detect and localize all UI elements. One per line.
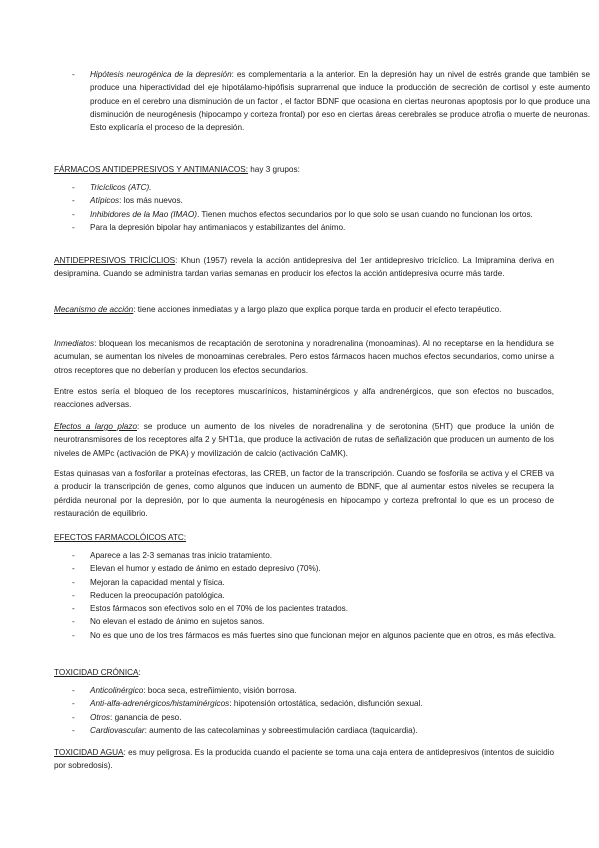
list-item: - Mejoran la capacidad mental y física. bbox=[72, 577, 225, 587]
inmediatos-paragraph: Inmediatos: bloquean los mecanismos de recaptación de serotonina y noradrenalina (monoaminas). Al no receptarse en la hendidura se acumulan, se aumentan los niveles de monoaminas cerebrales. Pero estos fármacos hacen muchos efectos secundarios, como unirse a otros receptores que no deberían y producen los efectos secundarios. bbox=[54, 339, 554, 375]
section-heading: TOXICIDAD AGUA bbox=[54, 748, 124, 757]
section-heading: FÁRMACOS ANTIDEPRESIVOS Y ANTIMANIACOS: bbox=[54, 165, 248, 174]
section-heading: EFECTOS FARMACOLÓICOS ATC: bbox=[54, 533, 187, 542]
hipotesis-text: : es complementaria a la anterior. En la depresión hay un nivel de estrés grande que también se produce una hiperactividad del eje hipotálamo-hipófisis suprarrenal que induce la producción de secreción de cortisol y este aumento produce en el cerebro una disminución de un factor , el factor BDNF que ocasiona en ciertas neuronas apoptosis por lo que produce una disminución de neurogénesis (hipocampo y corteza frontal) por eso en ciertas áreas cerebrales se produce atrofia o muerte de neuronas. Esto explicaría el proceso de la depresión. bbox=[90, 70, 590, 133]
list-item: - Aparece a las 2-3 semanas tras inicio tratamiento. bbox=[72, 551, 273, 560]
bullet-dash: - bbox=[72, 70, 75, 79]
list-item bbox=[72, 68, 590, 134]
list-item: - Para la depresión bipolar hay antimaniacos y estabilizantes del ánimo. bbox=[72, 222, 346, 232]
mecanismo-paragraph: Mecanismo de acción: tiene acciones inmediatas y a largo plazo que explica porque tarda en producir el efecto terapéutico. bbox=[54, 305, 502, 314]
farmacos-heading-line: FÁRMACOS ANTIDEPRESIVOS Y ANTIMANIACOS: hay 3 grupos: bbox=[54, 165, 300, 174]
triciclicos-paragraph: ANTIDEPRESIVOS TRICÍCLIOS: Khun (1957) revela la acción antidepresiva del 1er antidepresivo tricíclico. La Imipramina deriva en desipramina. Cuando se administra tardan varias semanas en producir los efectos la acción antidepresiva ocurre más tarde. bbox=[54, 256, 554, 279]
list-item: - Tricíclicos (ATC). bbox=[72, 183, 152, 192]
largo-plazo-paragraph: Efectos a largo plazo: se produce un aumento de los niveles de noradrenalina y de serotonina (5HT) que produce la unión de neurotransmisores de los receptores alfa 2 y 5HT1a, que produce la activación de rutas de señalización que producen un aumento de los niveles de AMPc (activación de PKA) y movilización de calcio (activación CaMK). bbox=[54, 422, 554, 458]
efectos-list bbox=[54, 549, 590, 642]
list-item: - Otros: ganancia de peso. bbox=[72, 712, 182, 722]
efectos-heading-line bbox=[54, 531, 554, 544]
list-item: - Anti-alfa-adrenérgicos/histaminérgicos: hipotensión ortostática, sedación, disfunción sexual. bbox=[72, 699, 423, 709]
hipotesis-block bbox=[54, 68, 590, 134]
list-item: - Cardiovascular: aumento de las catecolaminas y sobreestimulación cardiaca (taquicardia). bbox=[72, 725, 418, 735]
quinasas-paragraph: Estas quinasas van a fosforilar a proteínas efectoras, las CREB, un factor de la transcripción. Cuando se fosforila se activa y el CREB va a producir la transcripción de genes, como algunos que inducen un aumento de BDNF, que al aumentar estos niveles se recupera la pérdida neuronal por la depresión, por lo que aumenta la neurogénesis en hipocampo y corteza prefrontal lo que es un proceso de restauración de equilibrio. bbox=[54, 469, 554, 518]
section-heading: ANTIDEPRESIVOS TRICÍCLIOS bbox=[54, 256, 176, 265]
list-item: - Anticolinérgico: boca seca, estreñimiento, visión borrosa. bbox=[72, 686, 297, 695]
list-item: - No es que uno de los tres fármacos es más fuertes sino que funcionan mejor en algunos paciente que en otros, es más efectiva. bbox=[72, 630, 557, 640]
toxicidad-heading-line: TOXICIDAD CRÓNICA: bbox=[54, 668, 141, 677]
section-heading: TOXICIDAD CRÓNICA bbox=[54, 668, 139, 677]
list-item: - Elevan el humor y estado de ánimo en estado depresivo (70%). bbox=[72, 564, 321, 574]
farmacos-list bbox=[54, 181, 590, 234]
agua-paragraph: TOXICIDAD AGUA: es muy peligrosa. Es la producida cuando el paciente se toma una caja entera de antidepresivos (intentos de suicidio por sobredosis). bbox=[54, 748, 554, 771]
list-item: - Reducen la preocupación patológica. bbox=[72, 590, 225, 600]
list-item: - No elevan el estado de ánimo en sujetos sanos. bbox=[72, 617, 265, 627]
list-item: - Inhibidores de la Mao (IMAO). Tienen muchos efectos secundarios por lo que solo se usan cuando no funcionan los ortos. bbox=[72, 209, 533, 219]
entre-paragraph: Entre estos sería el bloqueo de los receptores muscarínicos, histaminérgicos y alfa andrenérgicos, que son efectos no buscados, reacciones adversas. bbox=[54, 387, 554, 410]
toxicidad-list bbox=[54, 684, 590, 737]
list-item: - Atípicos: los más nuevos. bbox=[72, 196, 183, 206]
hipotesis-term: Hipótesis neurogénica de la depresión bbox=[90, 70, 232, 79]
list-item: - Estos fármacos son efectivos solo en el 70% de los pacientes tratados. bbox=[72, 604, 349, 614]
